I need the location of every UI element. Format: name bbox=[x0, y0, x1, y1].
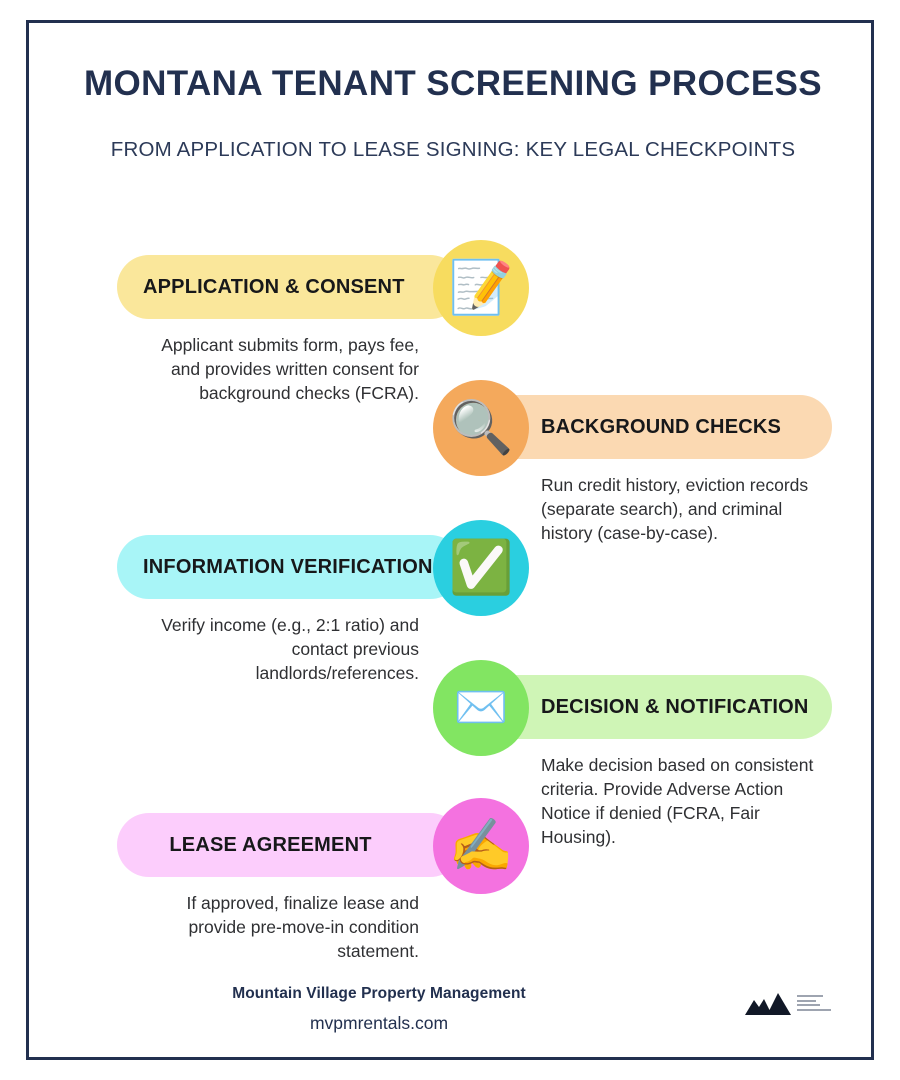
check-mark-button-icon: ✅ bbox=[448, 539, 514, 597]
mountain-peaks-logo bbox=[745, 991, 845, 1025]
step-4-description: Make decision based on consistent criteria. Provide Adverse Action Notice if denied (FCRA, Fair Housing). bbox=[541, 755, 814, 847]
memo-pencil-icon: 📝 bbox=[448, 259, 514, 317]
step-2-label: BACKGROUND CHECKS bbox=[541, 415, 782, 438]
step-1-label: APPLICATION & CONSENT bbox=[143, 275, 405, 298]
step-4-pill bbox=[481, 675, 832, 739]
logo-wordmark bbox=[797, 995, 839, 1013]
step-3-description: Verify income (e.g., 2:1 ratio) and contact previous landlords/references. bbox=[161, 615, 419, 683]
mountain-peaks-icon bbox=[745, 991, 795, 1017]
step-background-checks bbox=[29, 375, 877, 543]
step-5-icon-circle bbox=[433, 798, 529, 894]
step-2-description: Run credit history, eviction records (separate search), and criminal history (case-by-case). bbox=[541, 475, 809, 543]
poster-frame bbox=[26, 20, 874, 1060]
step-5-pill bbox=[117, 813, 462, 877]
writing-hand-icon: ✍️ bbox=[448, 817, 514, 875]
step-application-consent bbox=[29, 235, 877, 403]
step-3-pill bbox=[117, 535, 462, 599]
company-name: Mountain Village Property Management bbox=[232, 985, 526, 1002]
step-2-pill bbox=[481, 395, 832, 459]
page-title: MONTANA TENANT SCREENING PROCESS bbox=[83, 64, 823, 103]
step-4-icon-circle bbox=[433, 660, 529, 756]
step-5-description: If approved, finalize lease and provide pre-move-in condition statement. bbox=[186, 893, 419, 961]
step-3-icon-circle bbox=[433, 520, 529, 616]
step-2-icon-circle bbox=[433, 380, 529, 476]
step-1-icon-circle bbox=[433, 240, 529, 336]
step-information-verification bbox=[29, 515, 877, 683]
page-subtitle: FROM APPLICATION TO LEASE SIGNING: KEY LEGAL CHECKPOINTS bbox=[110, 138, 796, 161]
logo-line-1 bbox=[797, 995, 823, 997]
magnifying-glass-icon: 🔍 bbox=[448, 399, 514, 457]
logo-line-4 bbox=[797, 1009, 831, 1011]
company-website[interactable]: mvpmrentals.com bbox=[309, 1013, 449, 1033]
logo-line-3 bbox=[797, 1004, 820, 1006]
step-4-label: DECISION & NOTIFICATION bbox=[541, 695, 809, 718]
step-1-description: Applicant submits form, pays fee, and provides written consent for background checks (FCRA). bbox=[161, 335, 419, 403]
step-1-pill bbox=[117, 255, 462, 319]
step-3-label: INFORMATION VERIFICATION bbox=[143, 555, 433, 578]
envelope-icon: ✉️ bbox=[453, 683, 509, 732]
step-5-label: LEASE AGREEMENT bbox=[169, 833, 372, 856]
logo-line-2 bbox=[797, 1000, 816, 1002]
step-lease-agreement bbox=[29, 793, 877, 961]
